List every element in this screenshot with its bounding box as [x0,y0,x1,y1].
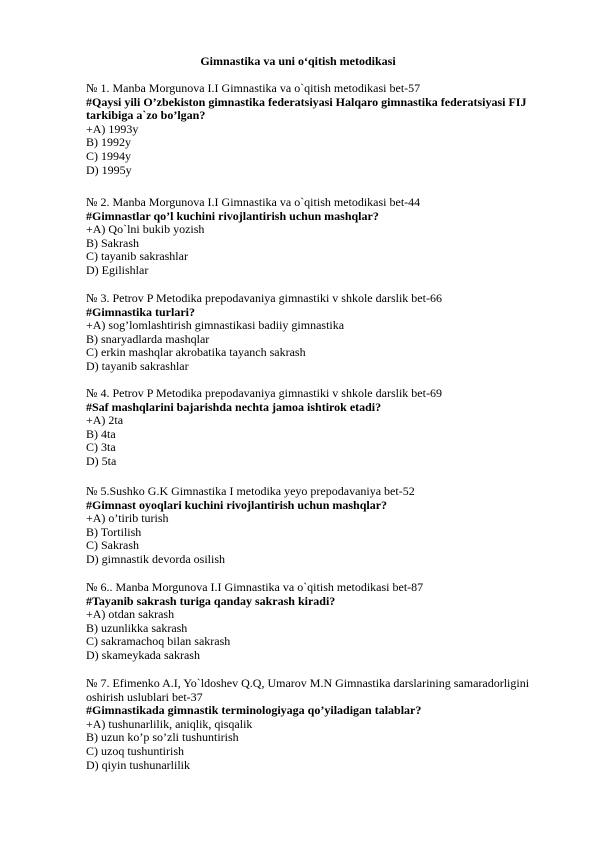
question-text: #Gimnastlar qo’l kuchini rivojlantirish uchun mashqlar? [86,208,379,223]
answer-option-d: D) gimnastik devorda osilish [86,551,225,566]
answer-option-a: +A) sog’lomlashtirish gimnastikasi badiiy gimnastika [86,318,345,333]
answer-option-c: C) 3ta [86,440,116,455]
question-text: #Gimnastikada gimnastik terminologiyaga qo’yiladigan talablar? [86,703,422,718]
answer-option-b: B) Sakrash [86,235,139,250]
question-block-2 [86,196,546,278]
answer-option-d: D) 5ta [86,453,117,468]
answer-option-b: B) 4ta [86,426,116,441]
answer-option-d: D) skameykada sakrash [86,647,200,662]
question-text: #Gimnastika turlari? [86,304,196,319]
question-text: #Tayanib sakrash turiga qanday sakrash kiradi? [86,593,336,608]
answer-option-b: B) uzunlikka sakrash [86,620,188,635]
question-block-6 [86,581,546,663]
answer-option-a: +A) otdan sakrash [86,607,175,622]
answer-option-b: B) snaryadlarda mashqlar [86,331,210,346]
question-block-4 [86,387,546,469]
answer-option-c: C) sakramachoq bilan sakrash [86,634,231,649]
answer-option-d: D) 1995y [86,162,132,177]
answer-option-a: +A) Qo`lni bukib yozish [86,222,205,237]
question-text: #Qaysi yili O’zbekiston gimnastika federatsiyasi Halqaro gimnastika federatsiyasi FIJ tarkibiga a`zo bo’lgan? [86,94,527,123]
question-text: #Gimnast oyoqlari kuchini rivojlantirish uchun mashqlar? [86,497,388,512]
question-block-3 [86,292,546,374]
question-source: № 7. Efimenko A.I, Yo`ldoshev Q.Q, Umarov M.N Gimnastika darslarining samaradorligini oshirish uslublari bet-37 [86,676,530,704]
question-block-7 [86,677,546,772]
question-source: № 3. Petrov P Metodika prepodavaniya gimnastiki v shkole darslik bet-66 [86,291,442,305]
document-title: Gimnastika va uni o‘qitish metodikasi [200,54,396,68]
answer-option-b: B) Tortilish [86,524,142,539]
answer-option-c: C) 1994y [86,148,131,163]
question-source: № 6.. Manba Morgunova I.I Gimnastika va o`qitish metodikasi bet-87 [86,580,424,594]
question-text: #Saf mashqlarini bajarishda nechta jamoa ishtirok etadi? [86,399,382,414]
answer-option-b: B) 1992y [86,135,131,150]
answer-option-d: D) tayanib sakrashlar [86,358,189,373]
question-source: № 1. Manba Morgunova I.I Gimnastika va o`qitish metodikasi bet-57 [86,81,421,95]
answer-option-a: +A) o’tirib turish [86,511,169,526]
answer-option-a: +A) tushunarlilik, aniqlik, qisqalik [86,716,253,731]
answer-option-a: +A) 1993y [86,121,139,136]
question-block-1 [86,82,546,177]
question-source: № 5.Sushko G.K Gimnastika I metodika yeyo prepodavaniya bet-52 [86,484,415,498]
answer-option-c: C) uzoq tushuntirish [86,743,184,758]
answer-option-d: D) Egilishlar [86,262,149,277]
answer-option-b: B) uzun ko’p so’zli tushuntirish [86,730,239,745]
answer-option-a: +A) 2ta [86,413,124,428]
answer-option-c: C) tayanib sakrashlar [86,249,188,264]
question-source: № 4. Petrov P Metodika prepodavaniya gimnastiki v shkole darslik bet-69 [86,386,442,400]
answer-option-d: D) qiyin tushunarlilik [86,757,190,772]
question-source: № 2. Manba Morgunova I.I Gimnastika va o`qitish metodikasi bet-44 [86,195,421,209]
answer-option-c: C) erkin mashqlar akrobatika tayanch sakrash [86,345,306,360]
answer-option-c: C) Sakrash [86,538,139,553]
question-block-5 [86,485,546,567]
